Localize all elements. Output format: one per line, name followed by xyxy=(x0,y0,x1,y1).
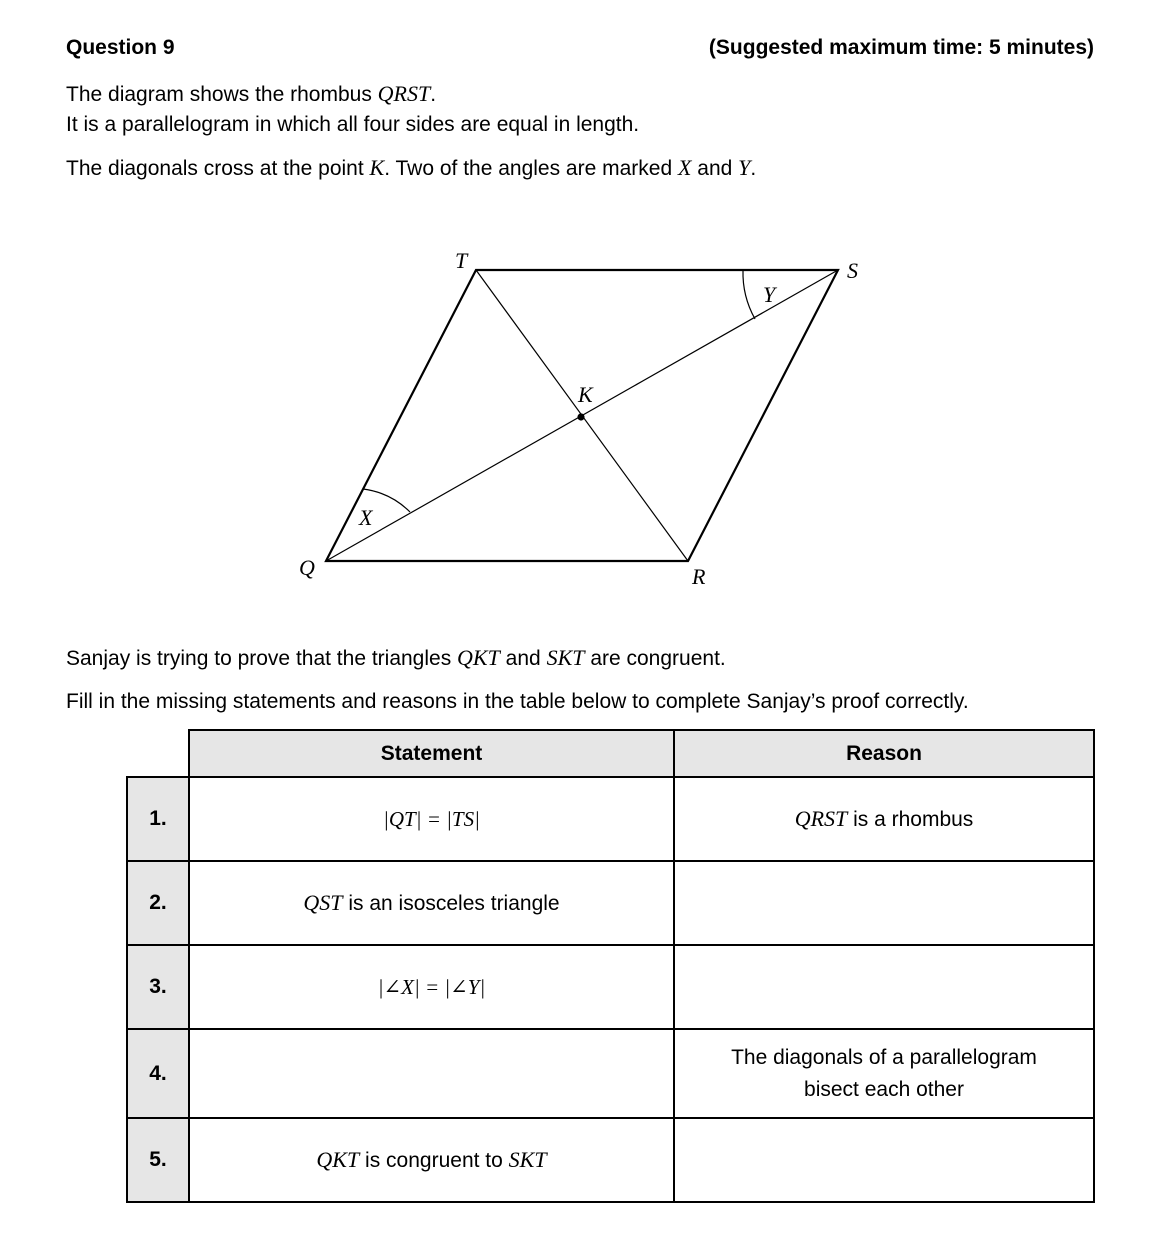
table-header-row xyxy=(127,730,1094,777)
label-r: R xyxy=(692,564,706,589)
angle-y-arc xyxy=(743,270,755,319)
proof-table xyxy=(126,729,1095,1203)
statement-header: Statement xyxy=(189,730,674,777)
reason-cell-blank[interactable] xyxy=(674,861,1094,945)
intro-line-1: The diagram shows the rhombus QRST. xyxy=(66,81,437,106)
label-x: X xyxy=(359,505,373,530)
row-number: 4. xyxy=(127,1029,189,1118)
reason-cell-blank[interactable] xyxy=(674,1118,1094,1202)
table-row xyxy=(127,1118,1094,1202)
statement-cell: |QT| = |TS| xyxy=(189,777,674,861)
reason-cell: QRST is a rhombus xyxy=(674,777,1094,861)
reason-cell-blank[interactable] xyxy=(674,945,1094,1029)
row-number: 5. xyxy=(127,1118,189,1202)
label-s: S xyxy=(847,258,858,283)
label-t: T xyxy=(455,248,468,273)
table-row xyxy=(127,777,1094,861)
reason-cell: The diagonals of a parallelogram bisect each other xyxy=(674,1029,1094,1118)
rhombus-name: QRST xyxy=(377,81,431,106)
table-row xyxy=(127,1029,1094,1118)
statement-cell: |∠X| = |∠Y| xyxy=(189,945,674,1029)
label-k: K xyxy=(578,382,593,407)
statement-cell: QKT is congruent to SKT xyxy=(189,1118,674,1202)
point-k xyxy=(577,413,584,420)
suggested-time: (Suggested maximum time: 5 minutes) xyxy=(708,36,1094,59)
row-number: 1. xyxy=(127,777,189,861)
intro-line-2: It is a parallelogram in which all four sides are equal in length. xyxy=(66,113,640,136)
row-number: 3. xyxy=(127,945,189,1029)
label-q: Q xyxy=(299,555,315,580)
task-line-1: Sanjay is trying to prove that the triangles QKT and SKT are congruent. xyxy=(66,645,726,670)
intro-line-3: The diagonals cross at the point K. Two of the angles are marked X and Y. xyxy=(66,155,757,180)
table-row xyxy=(127,861,1094,945)
question-title: Question 9 xyxy=(66,36,175,59)
row-number: 2. xyxy=(127,861,189,945)
reason-header: Reason xyxy=(674,730,1094,777)
statement-cell-blank[interactable] xyxy=(189,1029,674,1118)
statement-cell: QST is an isosceles triangle xyxy=(189,861,674,945)
label-y: Y xyxy=(763,282,776,307)
task-line-2: Fill in the missing statements and reasons in the table below to complete Sanjay’s proof correctly. xyxy=(66,690,969,713)
table-row xyxy=(127,945,1094,1029)
